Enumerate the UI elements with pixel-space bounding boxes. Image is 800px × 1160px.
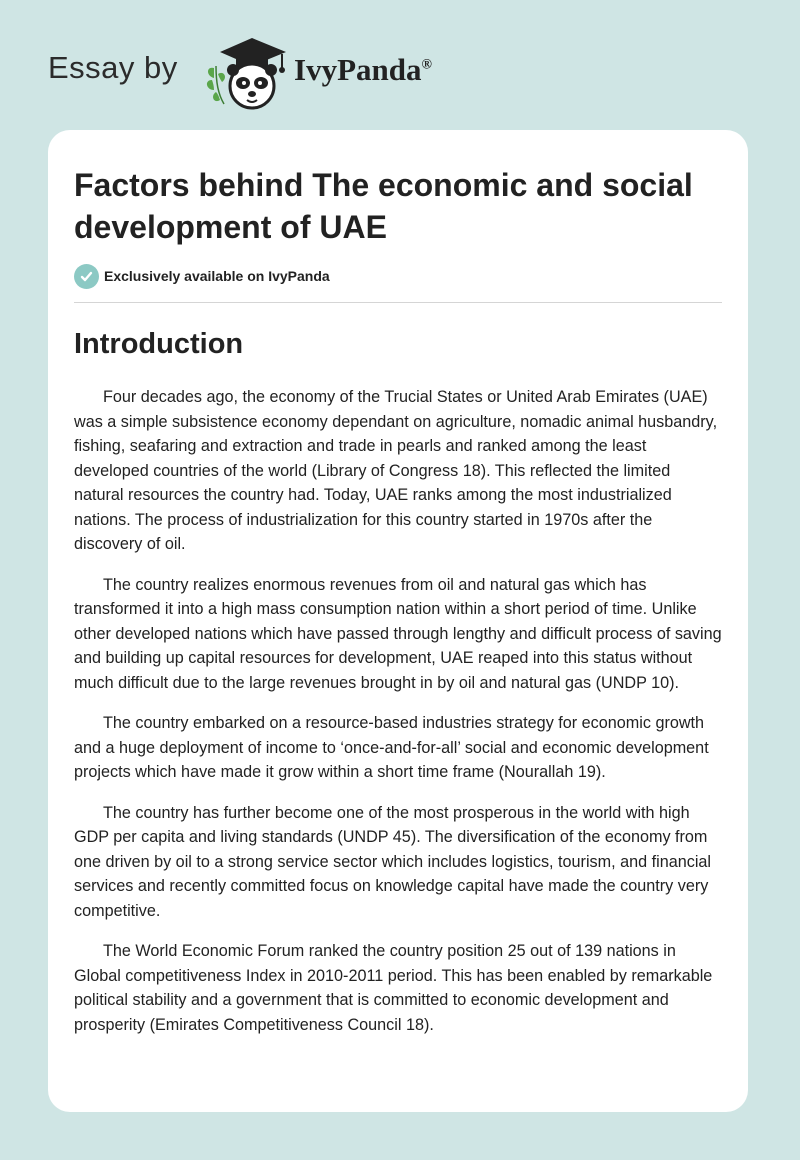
paragraph: The country realizes enormous revenues from oil and natural gas which has transformed it into a high mass consumption nation within a short period of time. Unlike other developed nations which have passed through lengthy and difficult process of saving and building up capital resources for development, UAE reaped into this status without much difficult due to the large revenues brought in by oil and natural gas (UNDP 10). <box>74 575 722 692</box>
exclusive-badge <box>74 263 330 289</box>
paragraph: The World Economic Forum ranked the country position 25 out of 139 nations in Global competitiveness Index in 2010-2011 period. This has been enabled by remarkable political stability and a government that is committed to economic development and prosperity (Emirates Competitiveness Council 18). <box>74 942 713 1034</box>
article-body <box>74 385 722 1053</box>
paragraph: The country embarked on a resource-based industries strategy for economic growth and a huge deployment of income to ‘once-and-for-all’ social and economic development projects which have made it grow within a short time frame (Nourallah 19). <box>74 714 709 781</box>
article-card <box>48 130 748 1112</box>
registered-mark: ® <box>421 57 432 73</box>
brand-name[interactable]: IvyPanda® <box>294 52 432 87</box>
paragraph: The country has further become one of the most prosperous in the world with high GDP per capita and living standards (UNDP 45). The diversification of the economy from one driven by oil to a strong service sector which includes logistics, tourism, and financial services and recently committed focus on knowledge capital have made the country very competitive. <box>74 803 712 920</box>
check-icon <box>74 264 99 289</box>
section-heading: Introduction <box>74 328 244 360</box>
paragraph: Four decades ago, the economy of the Trucial States or United Arab Emirates (UAE) was a simple subsistence economy dependant on agriculture, nomadic animal husbandry, fishing, seafaring and extraction and trade in pearls and ranked among the least developed countries of the world (Library of Congress 18). This reflected the limited natural resources the country had. Today, UAE ranks among the most industrialized nations. The process of industrialization for this country started in 1970s after the discovery of oil. <box>74 388 718 553</box>
essay-by-label: Essay by <box>48 50 178 85</box>
divider <box>74 302 722 303</box>
article-title: Factors behind The economic and social development of UAE <box>74 167 693 245</box>
exclusive-badge-text: Exclusively available on IvyPanda <box>104 268 330 284</box>
site-header <box>48 28 752 118</box>
ivypanda-logo-icon[interactable] <box>202 32 292 112</box>
